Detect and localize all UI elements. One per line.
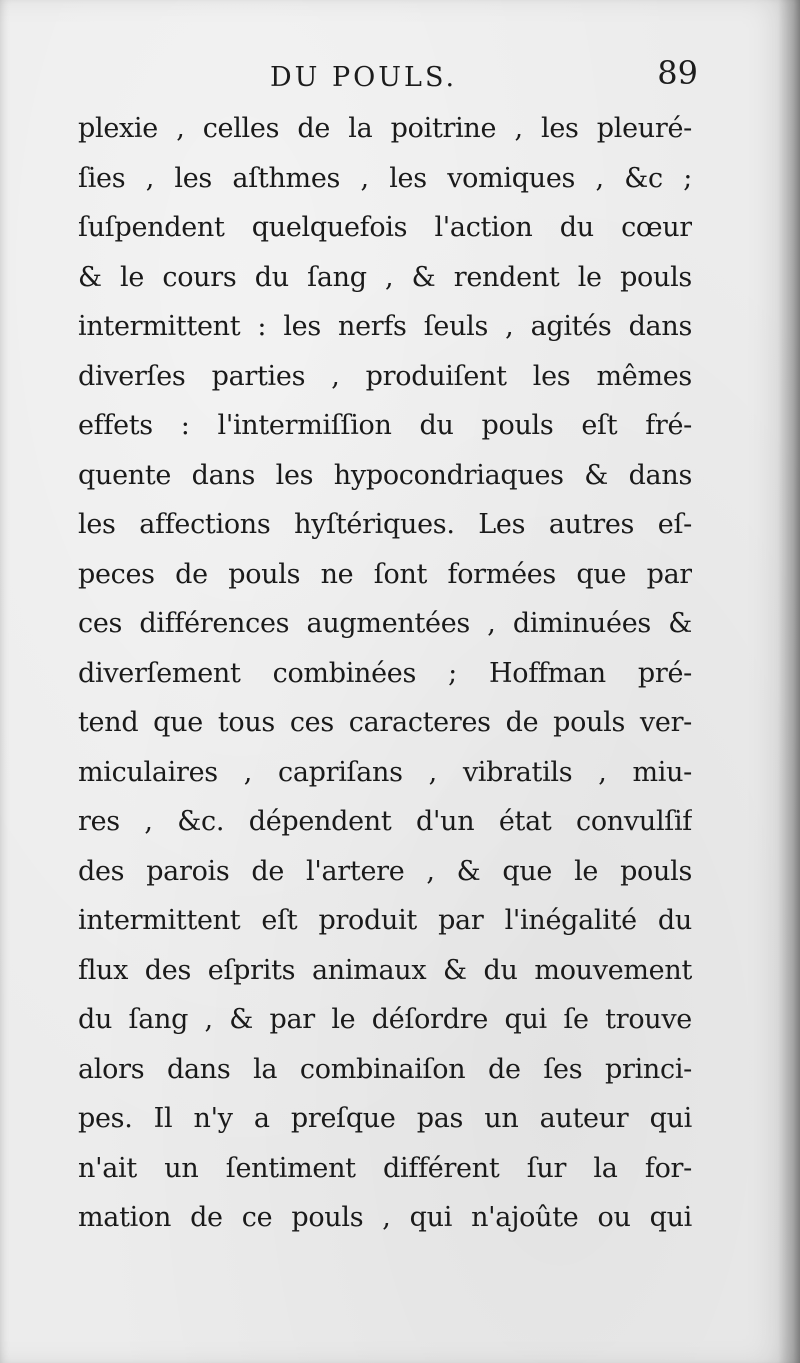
body-text (78, 104, 692, 1243)
text-line: alors dans la combinaiſon de ſes princi- (78, 1053, 692, 1085)
text-line: ſuſpendent quelquefois l'action du cœur (78, 212, 692, 243)
text-line: flux des eſprits animaux & du mouvement (78, 954, 692, 986)
text-line: ſies , les aſthmes , les vomiques , &c ; (78, 162, 692, 194)
text-line: pes. Il n'y a preſque pas un auteur qui (78, 1103, 692, 1134)
text-line: intermittent : les nerfs ſeuls , agités dans (78, 311, 692, 342)
text-line: effets : l'intermiſſion du pouls eſt fré- (78, 410, 692, 441)
text-line: du ſang , & par le déſordre qui ſe trouve (78, 1004, 692, 1035)
text-line: les affections hyſtériques. Les autres eſ- (78, 509, 692, 540)
page-header (78, 54, 698, 98)
text-line: tend que tous ces caracteres de pouls ver- (78, 707, 692, 738)
text-line: diverſement combinées ; Hoffman pré- (78, 657, 692, 689)
text-line: diverſes parties , produiſent les mêmes (78, 360, 692, 392)
text-line: quente dans les hypocondriaques & dans (78, 459, 692, 491)
text-line: des parois de l'artere , & que le pouls (78, 855, 692, 887)
text-line: res , &c. dépendent d'un état convulſif (78, 806, 692, 837)
text-line: mation de ce pouls , qui n'ajoûte ou qui (78, 1202, 692, 1233)
text-line: ces différences augmentées , diminuées & (78, 608, 692, 639)
text-line: & le cours du ſang , & rendent le pouls (78, 261, 692, 293)
page-edge-shadow (778, 0, 800, 1363)
text-line: miculaires , capriſans , vibratils , miu- (78, 756, 692, 788)
text-line: intermittent eſt produit par l'inégalité du (78, 905, 692, 936)
running-title: DU POULS. (270, 62, 458, 93)
text-line: n'ait un ſentiment différent ſur la for- (78, 1152, 692, 1184)
text-line: peces de pouls ne ſont formées que par (78, 558, 692, 590)
text-line: plexie , celles de la poitrine , les pleuré- (78, 113, 692, 144)
page-number: 89 (657, 54, 698, 92)
